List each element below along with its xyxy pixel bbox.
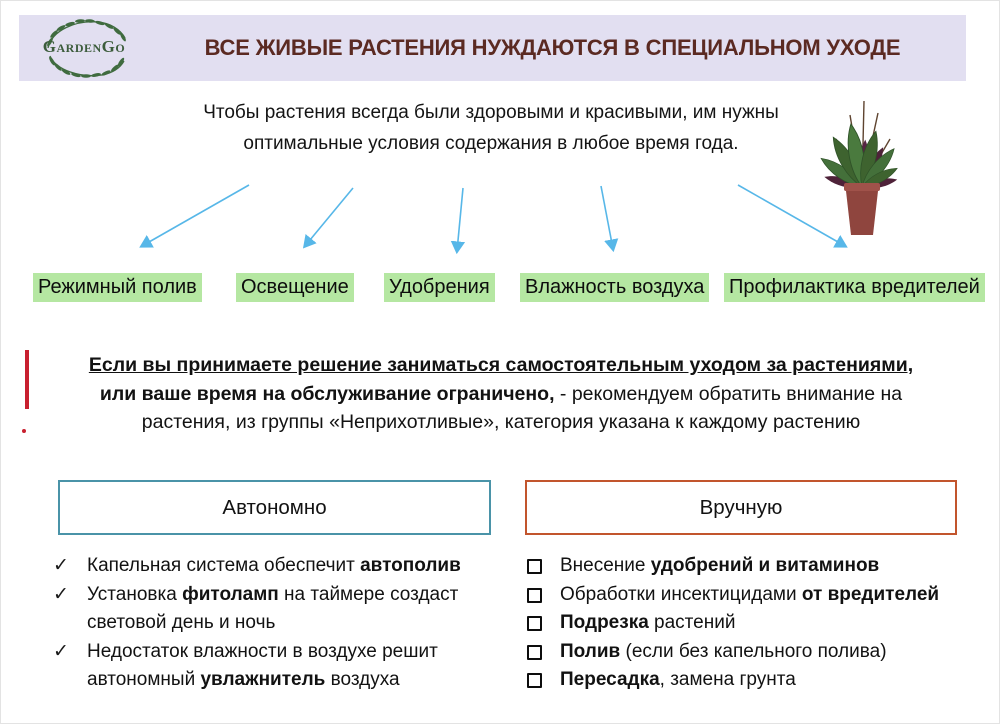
checkbox-icon [527, 673, 542, 688]
arrow-icon [142, 185, 249, 246]
accent-dot [22, 429, 26, 433]
gardengo-logo [31, 16, 137, 80]
care-label: Освещение [236, 273, 354, 302]
list-item-text: Внесение удобрений и витаминов [560, 555, 880, 576]
care-label: Профилактика вредителей [724, 273, 985, 302]
arrow-icon [457, 188, 463, 251]
list-item-text: Недостаток влажности в воздухе решит автономный увлажнитель воздуха [87, 640, 438, 690]
list-item-text: Полив (если без капельного полива) [560, 640, 887, 662]
note-paragraph [41, 351, 961, 437]
list-item [524, 581, 979, 610]
care-label: Режимный полив [33, 273, 202, 302]
note-line3: растения, из группы «Неприхотливые», категория указана к каждому растению [141, 411, 861, 433]
checkbox-icon [527, 588, 542, 603]
accent-bar [25, 350, 29, 409]
list-item-text: Пересадка, замена грунта [560, 669, 796, 690]
arrow-icon [738, 185, 845, 246]
list-item-text: Установка фитоламп на таймере создаст световой день и ночь [87, 583, 459, 633]
autonomous-box [58, 480, 491, 535]
checkbox-icon [527, 616, 542, 631]
list-item-text: Подрезка растений [560, 612, 736, 633]
list-item [524, 638, 979, 667]
care-labels-row [1, 273, 1000, 305]
checkbox-icon [527, 645, 542, 660]
care-label: Удобрения [384, 273, 495, 302]
header-banner [19, 15, 966, 81]
manual-list [524, 552, 979, 695]
list-item-text: Капельная система обеспечит автополив [87, 555, 461, 576]
intro-text: Чтобы растения всегда были здоровыми и красивыми, им нужны оптимальные условия содержания в любое время года. [203, 102, 779, 154]
list-item [524, 552, 979, 581]
logo-text: GardenGo [42, 37, 126, 57]
autonomous-box-title: Автономно [222, 495, 327, 519]
note-line1: Если вы принимаете решение заниматься самостоятельным уходом за растениями, [88, 354, 914, 376]
note-line2-bold: или ваше время на обслуживание ограничено, [99, 382, 555, 405]
pointer-arrows [1, 173, 1000, 265]
list-item [51, 638, 487, 695]
list-item [524, 666, 979, 695]
check-icon: ✓ [53, 555, 69, 576]
checkbox-icon [527, 559, 542, 574]
note-line2-rest: - рекомендуем обратить внимание на [554, 382, 903, 405]
list-item [51, 581, 487, 638]
arrow-icon [305, 188, 353, 246]
check-icon: ✓ [53, 640, 69, 662]
manual-box-title: Вручную [699, 495, 783, 519]
list-item [51, 552, 487, 581]
list-item-text: Обработки инсектицидами от вредителей [560, 583, 940, 605]
care-label: Влажность воздуха [520, 273, 709, 302]
page-title: ВСЕ ЖИВЫЕ РАСТЕНИЯ НУЖДАЮТСЯ В СПЕЦИАЛЬНОМ УХОДЕ [204, 35, 901, 60]
list-item [524, 609, 979, 638]
manual-box [525, 480, 957, 535]
check-icon: ✓ [53, 583, 69, 605]
arrow-icon [601, 186, 613, 249]
autonomous-list [51, 552, 487, 695]
